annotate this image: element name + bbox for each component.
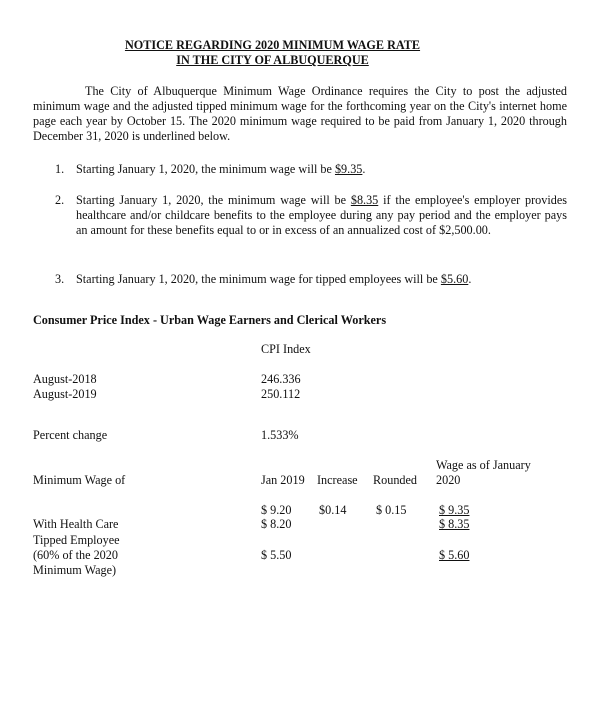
- jan-2019-header: Jan 2019: [261, 473, 305, 487]
- minimum-wage-amount: $9.35: [334, 162, 363, 176]
- table-cell-wage: $ 5.60: [439, 548, 470, 562]
- table-cell-increase: $0.14: [319, 503, 347, 517]
- notice-title-line-2: IN THE CITY OF ALBUQUERQUE: [176, 53, 369, 67]
- list-item-text: Starting January 1, 2020, the minimum wage will be: [76, 162, 335, 176]
- percent-change-label: Percent change: [33, 428, 108, 442]
- list-item-text-end: if the employee's employer provides healthcare and/or childcare benefits to the employee during any pay period and the employer pays an amount for these benefits equal to or in excess of an annualized cost of $2,500.00.: [76, 193, 567, 237]
- cpi-heading: Consumer Price Index - Urban Wage Earners and Clerical Workers: [33, 313, 387, 327]
- tipped-wage-amount: $5.60: [440, 272, 469, 286]
- table-cell-jan2019: $ 9.20: [261, 503, 292, 517]
- list-item-number: 2.: [55, 193, 65, 207]
- increase-header: Increase: [317, 473, 358, 487]
- health-care-wage-amount: $8.35: [350, 193, 379, 207]
- wage-as-of-header-line-1: Wage as of January: [436, 458, 531, 472]
- intro-text: The City of Albuquerque Minimum Wage Ordinance requires the City to post the adjusted minimum wage and the adjusted tipped minimum wage for the forthcoming year on the City's internet home page each year by October 15. The 2020 minimum wage required to be paid from January 1, 2020 through December 31, 2020 is underlined below.: [33, 84, 567, 143]
- cpi-row-value: 250.112: [261, 387, 301, 401]
- list-item-text: Starting January 1, 2020, the minimum wage will be: [76, 193, 351, 207]
- percent-change-value: 1.533%: [261, 428, 299, 442]
- list-item-text-end: .: [468, 272, 472, 286]
- minimum-wage-of-label: Minimum Wage of: [33, 473, 126, 487]
- notice-title-line-1: NOTICE REGARDING 2020 MINIMUM WAGE RATE: [124, 38, 421, 52]
- table-cell-rounded: $ 0.15: [376, 503, 407, 517]
- cpi-column-header: CPI Index: [261, 342, 311, 356]
- cpi-row-value: 246.336: [261, 372, 301, 386]
- tipped-row-label-line-3: Minimum Wage): [33, 563, 117, 577]
- health-care-row-label: With Health Care: [33, 517, 119, 531]
- list-item-number: 3.: [55, 272, 65, 286]
- list-item-text: Starting January 1, 2020, the minimum wage for tipped employees will be: [76, 272, 441, 286]
- rounded-header: Rounded: [373, 473, 418, 487]
- cpi-row-label: August-2018: [33, 372, 97, 386]
- list-item-number: 1.: [55, 162, 65, 176]
- table-cell-wage: $ 9.35: [439, 503, 470, 517]
- table-cell-jan2019: $ 5.50: [261, 548, 292, 562]
- list-item-text-end: .: [362, 162, 366, 176]
- cpi-row-label: August-2019: [33, 387, 97, 401]
- tipped-row-label-line-2: (60% of the 2020: [33, 548, 118, 562]
- intro-paragraph: [33, 84, 567, 144]
- table-cell-jan2019: $ 8.20: [261, 517, 292, 531]
- tipped-row-label-line-1: Tipped Employee: [33, 533, 120, 547]
- wage-as-of-header-line-2: 2020: [436, 473, 461, 487]
- table-cell-wage: $ 8.35: [439, 517, 470, 531]
